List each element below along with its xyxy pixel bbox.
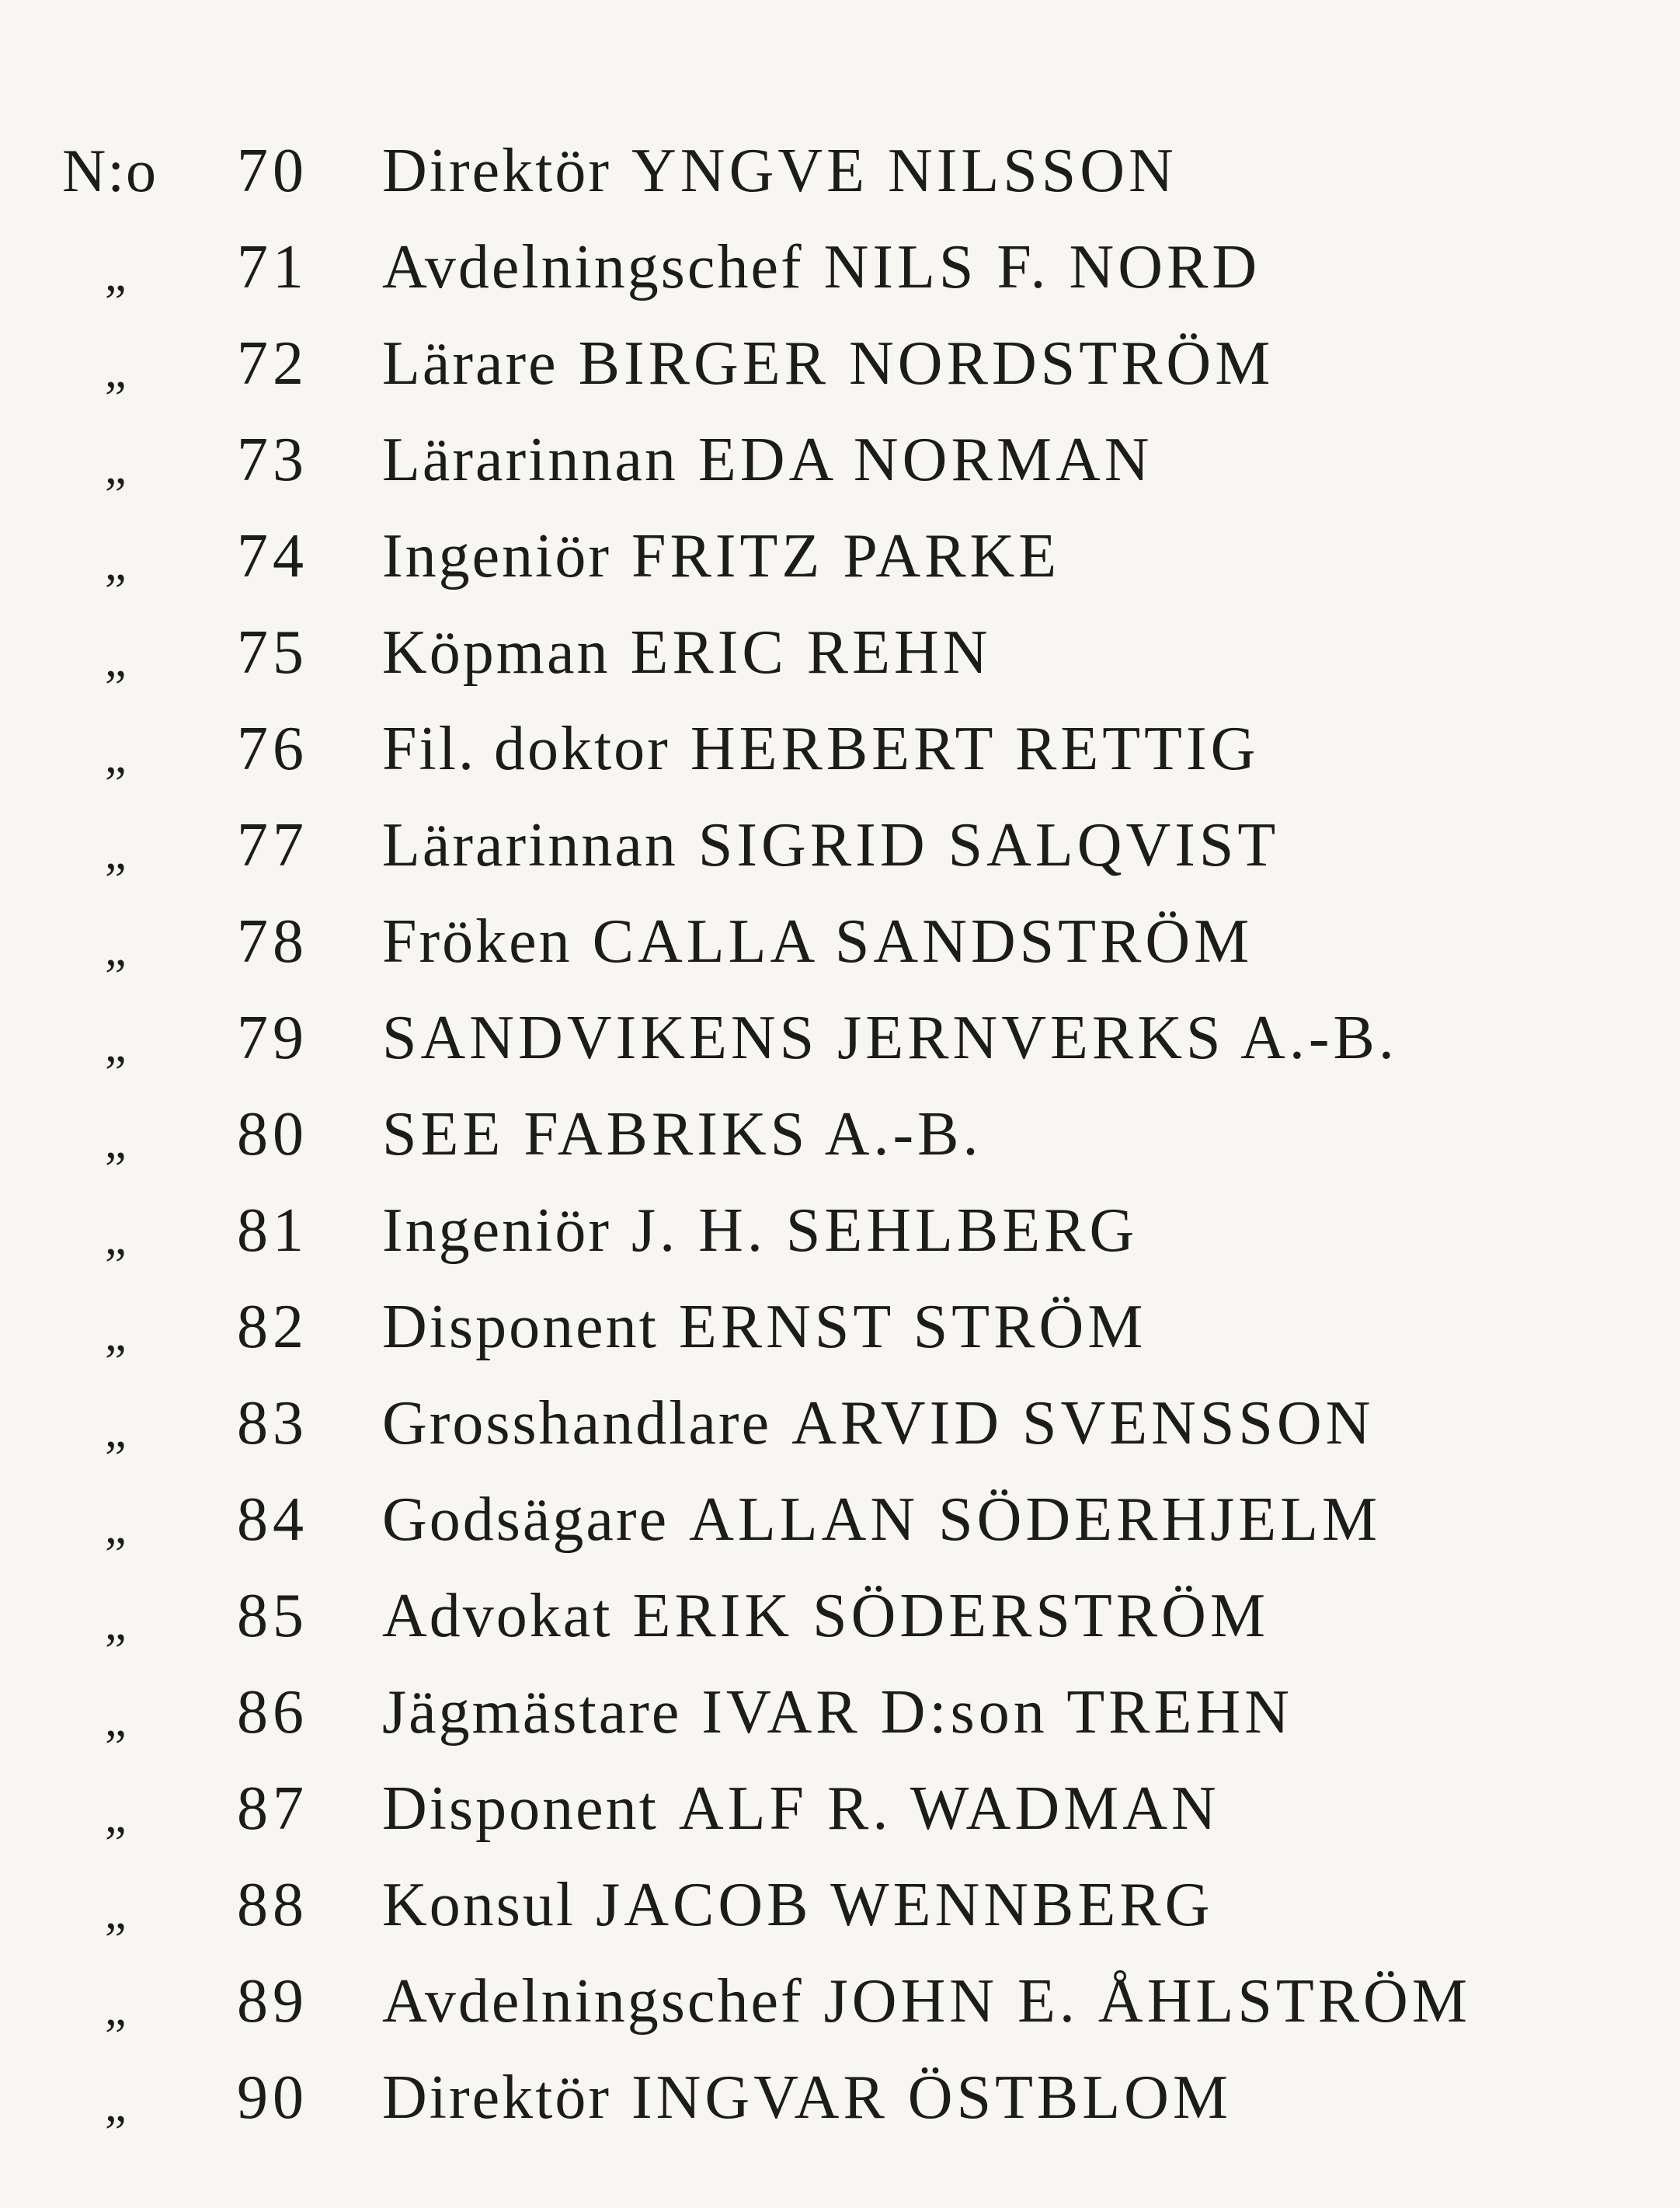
entry-title: Ingeniör [382,522,612,590]
entry-title: Lärare [382,329,558,398]
entry-name: FRITZ PARKE [631,522,1061,590]
ditto-mark: „ [105,345,128,398]
ditto-mark: „ [105,730,128,783]
list-item [0,1573,1680,1670]
ditto-mark: „ [105,1501,128,1554]
entry-name: SIGRID SALQVIST [697,811,1280,879]
entry-name: HERBERT RETTIG [690,715,1260,783]
entry-text [382,995,1398,1081]
entry-number: 75 [237,618,308,687]
list-item [0,128,1680,225]
entry-name: IVAR D:son TREHN [701,1678,1293,1747]
entry-text [382,321,1274,406]
entry-text [382,1381,1374,1466]
entry-number: 71 [237,233,308,301]
list-item [0,514,1680,610]
entry-number: 78 [237,907,308,976]
entry-number: 83 [237,1389,308,1457]
entry-text [382,1188,1138,1273]
entry-title: Disponent [382,1774,659,1843]
ditto-mark: „ [105,923,128,976]
entry-name: ALF R. WADMAN [678,1774,1220,1843]
entry-number: 89 [237,1967,308,2036]
entry-number: 76 [237,715,308,783]
list-item [0,610,1680,706]
entry-number: 72 [237,329,308,398]
list-item [0,2055,1680,2151]
entry-text [382,1766,1220,1851]
entry-text [382,1862,1213,1948]
entry-name: ARVID SVENSSON [791,1389,1375,1457]
entry-name: NILS F. NORD [823,233,1261,301]
entry-number: 85 [237,1582,308,1650]
entry-text [382,128,1177,214]
entry-number: 81 [237,1196,308,1265]
entry-name: EDA NORMAN [697,426,1153,494]
ditto-mark: „ [105,2079,128,2132]
number-prefix: N:o [62,137,158,204]
entry-number: 84 [237,1485,308,1554]
entry-title: Köpman [382,618,610,687]
list-item [0,1862,1680,1959]
entry-name: SEE FABRIKS A.-B. [382,1100,983,1168]
ditto-mark: „ [105,1405,128,1457]
ditto-mark: „ [105,827,128,879]
entry-name: J. H. SEHLBERG [631,1196,1139,1265]
list-item [0,1381,1680,1477]
entry-number: 80 [237,1100,308,1168]
ditto-mark: „ [105,1790,128,1843]
entry-name: SANDVIKENS JERNVERKS A.-B. [382,1004,1398,1072]
entry-text [382,1477,1381,1562]
entry-text [382,225,1261,310]
list-item [0,1188,1680,1284]
entry-title: Konsul [382,1871,576,1939]
entry-title: Avdelningschef [382,233,804,301]
entry-text [382,417,1153,503]
entry-title: Fil. doktor [382,715,670,783]
entry-text [382,1670,1293,1755]
ditto-mark: „ [105,1983,128,2036]
entry-number: 88 [237,1871,308,1939]
entry-title: Direktör [382,2063,612,2132]
ditto-mark: „ [105,538,128,590]
entry-title: Avdelningschef [382,1967,804,2036]
entry-text [382,1573,1269,1659]
ditto-mark: „ [105,1212,128,1265]
ditto-mark: „ [105,1019,128,1072]
entry-name: ERIK SÖDERSTRÖM [632,1582,1270,1650]
entry-number: 70 [237,137,308,205]
entry-title: Lärarinnan [382,426,678,494]
entry-name: YNGVE NILSSON [631,137,1177,205]
entry-title: Fröken [382,907,572,976]
entry-number: 74 [237,522,308,590]
entry-text [382,1959,1471,2044]
entry-name: INGVAR ÖSTBLOM [631,2063,1233,2132]
entry-number: 82 [237,1293,308,1361]
member-list [0,128,1680,2151]
entry-text [382,514,1060,599]
ditto-mark: „ [105,634,128,687]
entry-title: Jägmästare [382,1678,682,1747]
list-item [0,321,1680,417]
list-item [0,1477,1680,1573]
list-item [0,1766,1680,1862]
entry-title: Disponent [382,1293,659,1361]
entry-number: 90 [237,2063,308,2132]
entry-name: ERNST STRÖM [678,1293,1147,1361]
entry-name: ALLAN SÖDERHJELM [689,1485,1382,1554]
entry-title: Direktör [382,137,612,205]
entry-number: 73 [237,426,308,494]
list-item [0,1959,1680,2055]
entry-title: Advokat [382,1582,613,1650]
entry-number: 77 [237,811,308,879]
list-item [0,995,1680,1092]
entry-number: 86 [237,1678,308,1747]
entry-text [382,706,1259,792]
entry-title: Grosshandlare [382,1389,772,1457]
entry-number: 79 [237,1004,308,1072]
ditto-mark: „ [105,1308,128,1361]
entry-text [382,1092,983,1177]
entry-title: Ingeniör [382,1196,612,1265]
entry-name: CALLA SANDSTRÖM [592,907,1254,976]
ditto-mark: „ [105,1886,128,1939]
entry-name: JOHN E. ÅHLSTRÖM [823,1967,1471,2036]
entry-text [382,2055,1232,2140]
entry-text [382,1284,1146,1370]
ditto-mark: „ [105,1116,128,1168]
entry-text [382,610,992,695]
entry-title: Godsägare [382,1485,670,1554]
entry-number: 87 [237,1774,308,1843]
entry-name: ERIC REHN [630,618,992,687]
entry-text [382,803,1279,888]
list-item [0,803,1680,899]
list-item [0,1670,1680,1766]
entry-name: BIRGER NORDSTRÖM [578,329,1275,398]
list-item [0,1284,1680,1381]
list-item [0,706,1680,803]
list-item [0,1092,1680,1188]
list-item [0,417,1680,514]
list-item [0,899,1680,995]
ditto-mark: „ [105,1597,128,1650]
ditto-mark: „ [105,441,128,494]
entry-name: JACOB WENNBERG [596,1871,1214,1939]
list-item [0,225,1680,321]
entry-title: Lärarinnan [382,811,678,879]
entry-text [382,899,1253,984]
ditto-mark: „ [105,249,128,301]
ditto-mark: „ [105,1694,128,1747]
